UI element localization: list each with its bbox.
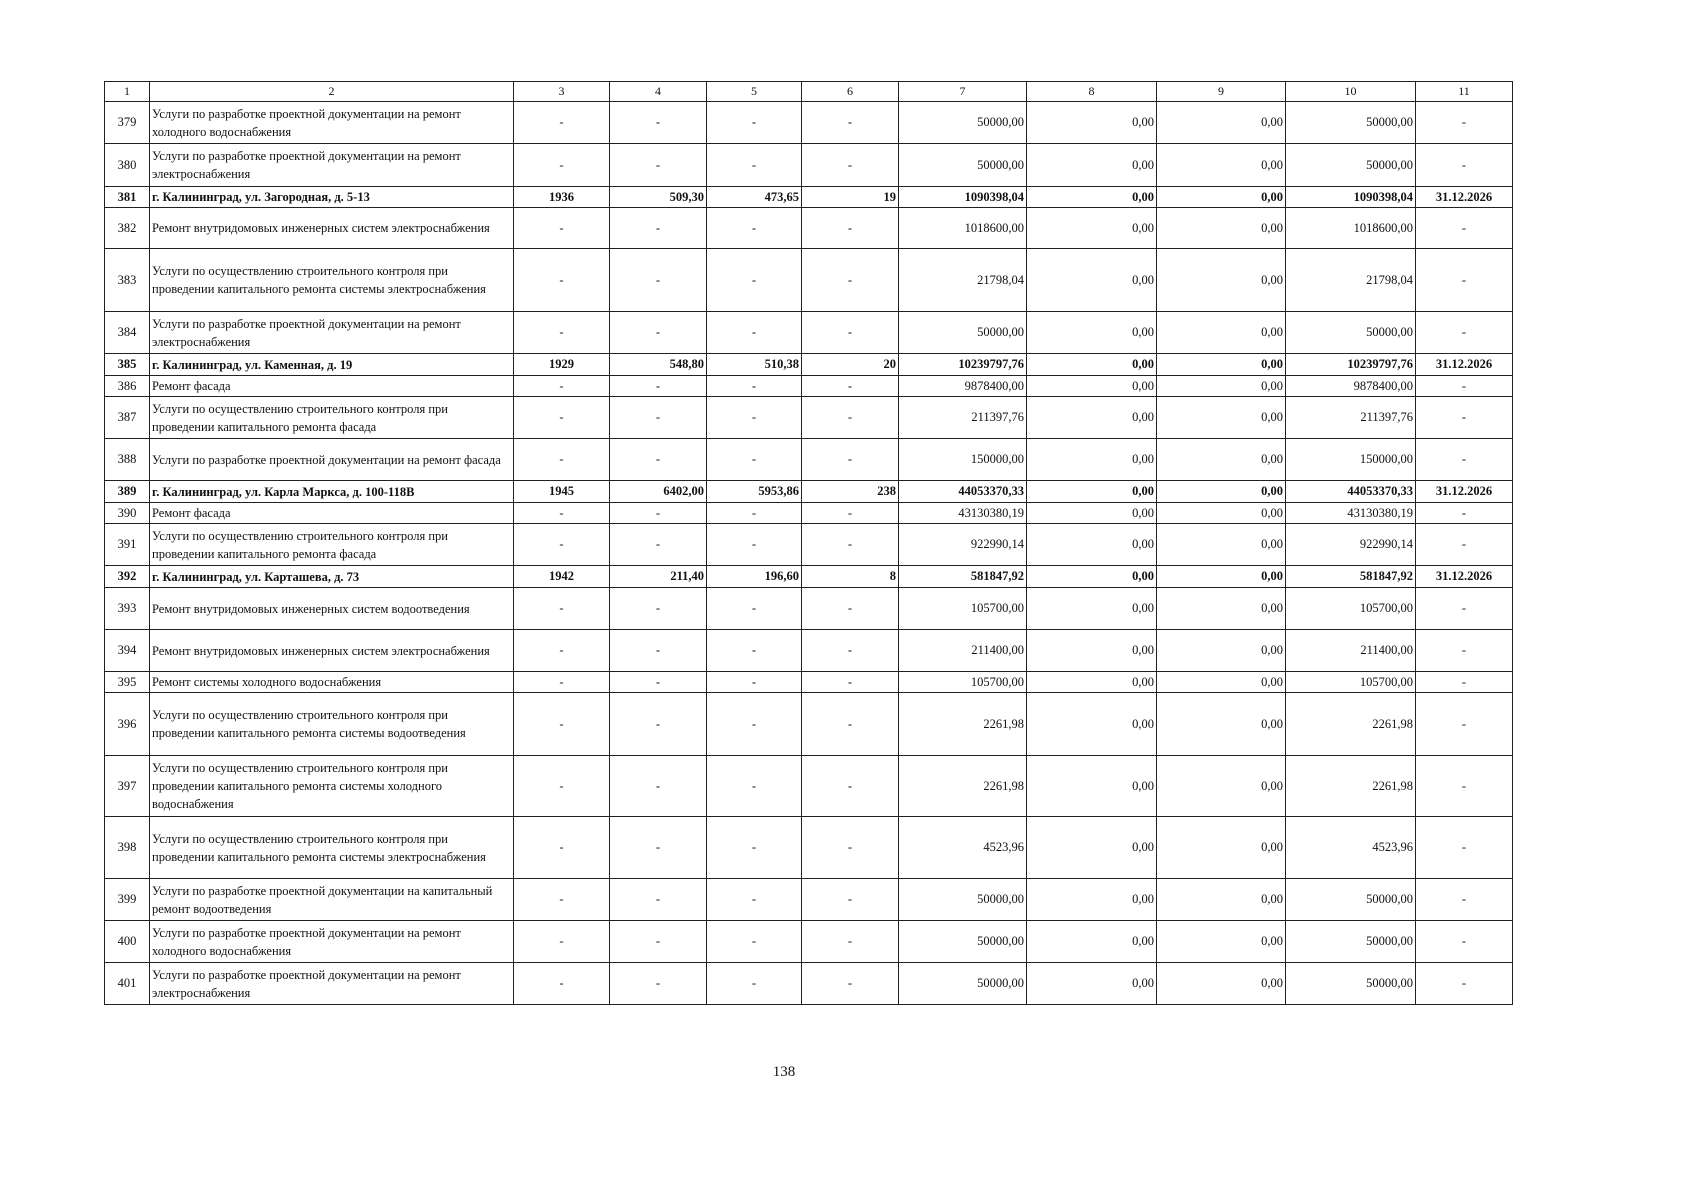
col-3-cell: -: [514, 630, 610, 672]
col-3-cell: -: [514, 921, 610, 963]
col-6-cell: 8: [802, 566, 899, 588]
page-number: 138: [772, 1064, 796, 1080]
col-11-cell: -: [1416, 208, 1513, 249]
col-4-cell: 548,80: [610, 354, 707, 376]
table-row: [105, 102, 1513, 144]
item-name-cell: г. Калининград, ул. Карла Маркса, д. 100-118В: [150, 481, 514, 503]
item-name-cell: Ремонт внутридомовых инженерных систем электроснабжения: [150, 208, 514, 249]
table-row: [105, 439, 1513, 481]
col-7-cell: 211400,00: [899, 630, 1027, 672]
col-3-cell: -: [514, 312, 610, 354]
col-7-cell: 581847,92: [899, 566, 1027, 588]
item-name-cell: Услуги по осуществлению строительного контроля при проведении капитального ремонта системы электроснабжения: [150, 817, 514, 879]
col-10-cell: 1018600,00: [1286, 208, 1416, 249]
col-5-cell: -: [707, 963, 802, 1005]
col-9-cell: 0,00: [1157, 481, 1286, 503]
col-10-cell: 2261,98: [1286, 693, 1416, 756]
item-name-cell: Услуги по осуществлению строительного контроля при проведении капитального ремонта системы водоотведения: [150, 693, 514, 756]
col-3-cell: 1936: [514, 187, 610, 208]
col-3-cell: -: [514, 817, 610, 879]
col-6-cell: -: [802, 249, 899, 312]
col-4-cell: -: [610, 879, 707, 921]
col-7-cell: 50000,00: [899, 963, 1027, 1005]
col-4-cell: -: [610, 503, 707, 524]
table-row: [105, 756, 1513, 817]
col-10-cell: 43130380,19: [1286, 503, 1416, 524]
item-name-cell: Услуги по осуществлению строительного контроля при проведении капитального ремонта системы холодного водоснабжения: [150, 756, 514, 817]
col-3-cell: -: [514, 249, 610, 312]
col-9-cell: 0,00: [1157, 312, 1286, 354]
col-4-cell: -: [610, 756, 707, 817]
table-row: [105, 397, 1513, 439]
col-4-cell: -: [610, 524, 707, 566]
col-4-cell: 509,30: [610, 187, 707, 208]
table-row: [105, 566, 1513, 588]
col-6-cell: -: [802, 144, 899, 187]
col-11-cell: -: [1416, 439, 1513, 481]
col-4-cell: -: [610, 817, 707, 879]
col-10-cell: 2261,98: [1286, 756, 1416, 817]
row-number-cell: 395: [105, 672, 150, 693]
col-10-cell: 21798,04: [1286, 249, 1416, 312]
col-5-cell: 510,38: [707, 354, 802, 376]
item-name-cell: Услуги по осуществлению строительного контроля при проведении капитального ремонта фасада: [150, 524, 514, 566]
col-7-cell: 105700,00: [899, 672, 1027, 693]
col-8-cell: 0,00: [1027, 630, 1157, 672]
item-name-cell: Услуги по разработке проектной документации на ремонт холодного водоснабжения: [150, 921, 514, 963]
col-6-cell: -: [802, 102, 899, 144]
col-6-cell: -: [802, 879, 899, 921]
col-7-cell: 50000,00: [899, 312, 1027, 354]
table-row: [105, 208, 1513, 249]
col-4-cell: 211,40: [610, 566, 707, 588]
col-8-cell: 0,00: [1027, 208, 1157, 249]
column-header: 7: [899, 82, 1027, 102]
repair-program-table: [104, 81, 1513, 1005]
col-6-cell: 238: [802, 481, 899, 503]
col-3-cell: -: [514, 963, 610, 1005]
col-9-cell: 0,00: [1157, 921, 1286, 963]
col-6-cell: -: [802, 312, 899, 354]
col-5-cell: -: [707, 630, 802, 672]
table-row: [105, 693, 1513, 756]
table-row: [105, 921, 1513, 963]
table-row: [105, 817, 1513, 879]
col-10-cell: 50000,00: [1286, 102, 1416, 144]
row-number-cell: 381: [105, 187, 150, 208]
col-5-cell: -: [707, 693, 802, 756]
col-9-cell: 0,00: [1157, 588, 1286, 630]
col-6-cell: -: [802, 397, 899, 439]
col-10-cell: 105700,00: [1286, 672, 1416, 693]
table-row: [105, 503, 1513, 524]
col-9-cell: 0,00: [1157, 756, 1286, 817]
col-8-cell: 0,00: [1027, 102, 1157, 144]
col-8-cell: 0,00: [1027, 312, 1157, 354]
item-name-cell: Услуги по разработке проектной документации на ремонт электроснабжения: [150, 144, 514, 187]
col-3-cell: -: [514, 588, 610, 630]
col-7-cell: 10239797,76: [899, 354, 1027, 376]
col-11-cell: -: [1416, 588, 1513, 630]
col-8-cell: 0,00: [1027, 144, 1157, 187]
col-8-cell: 0,00: [1027, 481, 1157, 503]
col-4-cell: -: [610, 102, 707, 144]
row-number-cell: 392: [105, 566, 150, 588]
item-name-cell: Услуги по осуществлению строительного контроля при проведении капитального ремонта фасада: [150, 397, 514, 439]
col-8-cell: 0,00: [1027, 588, 1157, 630]
col-8-cell: 0,00: [1027, 397, 1157, 439]
item-name-cell: Услуги по разработке проектной документации на ремонт холодного водоснабжения: [150, 102, 514, 144]
row-number-cell: 398: [105, 817, 150, 879]
col-11-cell: -: [1416, 693, 1513, 756]
col-5-cell: -: [707, 672, 802, 693]
table-row: [105, 588, 1513, 630]
col-5-cell: 473,65: [707, 187, 802, 208]
col-10-cell: 211400,00: [1286, 630, 1416, 672]
item-name-cell: Ремонт системы холодного водоснабжения: [150, 672, 514, 693]
col-10-cell: 9878400,00: [1286, 376, 1416, 397]
col-5-cell: -: [707, 144, 802, 187]
col-6-cell: -: [802, 588, 899, 630]
row-number-cell: 399: [105, 879, 150, 921]
col-5-cell: -: [707, 312, 802, 354]
col-3-cell: -: [514, 439, 610, 481]
row-number-cell: 394: [105, 630, 150, 672]
col-4-cell: -: [610, 630, 707, 672]
col-8-cell: 0,00: [1027, 503, 1157, 524]
column-header: 10: [1286, 82, 1416, 102]
table-body: [105, 82, 1513, 1005]
item-name-cell: Ремонт внутридомовых инженерных систем водоотведения: [150, 588, 514, 630]
column-header: 1: [105, 82, 150, 102]
col-10-cell: 211397,76: [1286, 397, 1416, 439]
col-7-cell: 1090398,04: [899, 187, 1027, 208]
col-5-cell: -: [707, 756, 802, 817]
item-name-cell: Услуги по разработке проектной документации на ремонт электроснабжения: [150, 312, 514, 354]
row-number-cell: 393: [105, 588, 150, 630]
col-7-cell: 50000,00: [899, 921, 1027, 963]
row-number-cell: 391: [105, 524, 150, 566]
col-8-cell: 0,00: [1027, 693, 1157, 756]
col-11-cell: -: [1416, 376, 1513, 397]
row-number-cell: 385: [105, 354, 150, 376]
col-8-cell: 0,00: [1027, 187, 1157, 208]
col-10-cell: 50000,00: [1286, 144, 1416, 187]
col-4-cell: -: [610, 672, 707, 693]
row-number-cell: 400: [105, 921, 150, 963]
col-8-cell: 0,00: [1027, 672, 1157, 693]
col-6-cell: -: [802, 630, 899, 672]
col-7-cell: 50000,00: [899, 879, 1027, 921]
column-number-header-row: [105, 82, 1513, 102]
column-header: 4: [610, 82, 707, 102]
col-9-cell: 0,00: [1157, 503, 1286, 524]
row-number-cell: 383: [105, 249, 150, 312]
column-header: 9: [1157, 82, 1286, 102]
col-11-cell: -: [1416, 249, 1513, 312]
col-3-cell: 1945: [514, 481, 610, 503]
col-6-cell: 19: [802, 187, 899, 208]
col-8-cell: 0,00: [1027, 376, 1157, 397]
col-7-cell: 44053370,33: [899, 481, 1027, 503]
col-11-cell: -: [1416, 672, 1513, 693]
table-row: [105, 376, 1513, 397]
column-header: 6: [802, 82, 899, 102]
col-6-cell: -: [802, 921, 899, 963]
col-6-cell: -: [802, 503, 899, 524]
column-header: 11: [1416, 82, 1513, 102]
row-number-cell: 380: [105, 144, 150, 187]
col-5-cell: -: [707, 588, 802, 630]
item-name-cell: г. Калининград, ул. Каменная, д. 19: [150, 354, 514, 376]
col-4-cell: -: [610, 249, 707, 312]
col-5-cell: -: [707, 524, 802, 566]
item-name-cell: Услуги по разработке проектной документации на капитальный ремонт водоотведения: [150, 879, 514, 921]
table-row: [105, 187, 1513, 208]
col-10-cell: 50000,00: [1286, 963, 1416, 1005]
col-10-cell: 50000,00: [1286, 879, 1416, 921]
table-row: [105, 481, 1513, 503]
col-5-cell: -: [707, 439, 802, 481]
col-3-cell: 1929: [514, 354, 610, 376]
col-11-cell: -: [1416, 921, 1513, 963]
col-11-cell: -: [1416, 524, 1513, 566]
col-10-cell: 922990,14: [1286, 524, 1416, 566]
column-header: 2: [150, 82, 514, 102]
col-9-cell: 0,00: [1157, 879, 1286, 921]
col-10-cell: 44053370,33: [1286, 481, 1416, 503]
col-11-cell: 31.12.2026: [1416, 481, 1513, 503]
col-7-cell: 50000,00: [899, 102, 1027, 144]
col-3-cell: 1942: [514, 566, 610, 588]
item-name-cell: Ремонт фасада: [150, 503, 514, 524]
row-number-cell: 388: [105, 439, 150, 481]
col-9-cell: 0,00: [1157, 566, 1286, 588]
col-6-cell: -: [802, 693, 899, 756]
col-11-cell: -: [1416, 503, 1513, 524]
col-5-cell: -: [707, 921, 802, 963]
col-5-cell: -: [707, 249, 802, 312]
table-row: [105, 672, 1513, 693]
col-7-cell: 1018600,00: [899, 208, 1027, 249]
col-3-cell: -: [514, 672, 610, 693]
row-number-cell: 382: [105, 208, 150, 249]
col-4-cell: -: [610, 921, 707, 963]
col-7-cell: 50000,00: [899, 144, 1027, 187]
col-11-cell: 31.12.2026: [1416, 354, 1513, 376]
col-3-cell: -: [514, 503, 610, 524]
col-9-cell: 0,00: [1157, 208, 1286, 249]
table-row: [105, 630, 1513, 672]
col-4-cell: -: [610, 963, 707, 1005]
col-5-cell: 196,60: [707, 566, 802, 588]
table-row: [105, 879, 1513, 921]
col-11-cell: -: [1416, 102, 1513, 144]
col-6-cell: -: [802, 817, 899, 879]
item-name-cell: Услуги по разработке проектной документации на ремонт электроснабжения: [150, 963, 514, 1005]
col-4-cell: -: [610, 376, 707, 397]
row-number-cell: 397: [105, 756, 150, 817]
col-11-cell: -: [1416, 312, 1513, 354]
table-row: [105, 524, 1513, 566]
col-11-cell: -: [1416, 756, 1513, 817]
col-5-cell: -: [707, 376, 802, 397]
col-4-cell: -: [610, 439, 707, 481]
col-4-cell: -: [610, 588, 707, 630]
col-3-cell: -: [514, 102, 610, 144]
row-number-cell: 396: [105, 693, 150, 756]
row-number-cell: 384: [105, 312, 150, 354]
column-header: 5: [707, 82, 802, 102]
item-name-cell: Услуги по разработке проектной документации на ремонт фасада: [150, 439, 514, 481]
item-name-cell: г. Калининград, ул. Карташева, д. 73: [150, 566, 514, 588]
col-6-cell: -: [802, 524, 899, 566]
col-10-cell: 4523,96: [1286, 817, 1416, 879]
col-9-cell: 0,00: [1157, 693, 1286, 756]
col-6-cell: -: [802, 208, 899, 249]
col-10-cell: 150000,00: [1286, 439, 1416, 481]
col-8-cell: 0,00: [1027, 963, 1157, 1005]
col-5-cell: -: [707, 503, 802, 524]
col-10-cell: 581847,92: [1286, 566, 1416, 588]
col-3-cell: -: [514, 144, 610, 187]
col-3-cell: -: [514, 879, 610, 921]
col-4-cell: 6402,00: [610, 481, 707, 503]
col-7-cell: 211397,76: [899, 397, 1027, 439]
col-10-cell: 1090398,04: [1286, 187, 1416, 208]
col-11-cell: 31.12.2026: [1416, 187, 1513, 208]
col-8-cell: 0,00: [1027, 249, 1157, 312]
col-10-cell: 10239797,76: [1286, 354, 1416, 376]
row-number-cell: 401: [105, 963, 150, 1005]
item-name-cell: г. Калининград, ул. Загородная, д. 5-13: [150, 187, 514, 208]
col-3-cell: -: [514, 693, 610, 756]
col-4-cell: -: [610, 144, 707, 187]
item-name-cell: Услуги по осуществлению строительного контроля при проведении капитального ремонта системы электроснабжения: [150, 249, 514, 312]
col-4-cell: -: [610, 312, 707, 354]
col-3-cell: -: [514, 524, 610, 566]
row-number-cell: 387: [105, 397, 150, 439]
col-9-cell: 0,00: [1157, 144, 1286, 187]
col-5-cell: 5953,86: [707, 481, 802, 503]
row-number-cell: 390: [105, 503, 150, 524]
col-8-cell: 0,00: [1027, 354, 1157, 376]
col-8-cell: 0,00: [1027, 524, 1157, 566]
col-4-cell: -: [610, 208, 707, 249]
col-7-cell: 9878400,00: [899, 376, 1027, 397]
col-9-cell: 0,00: [1157, 376, 1286, 397]
col-6-cell: -: [802, 963, 899, 1005]
col-6-cell: -: [802, 439, 899, 481]
table-row: [105, 354, 1513, 376]
col-8-cell: 0,00: [1027, 756, 1157, 817]
col-4-cell: -: [610, 397, 707, 439]
col-9-cell: 0,00: [1157, 524, 1286, 566]
col-10-cell: 50000,00: [1286, 921, 1416, 963]
col-9-cell: 0,00: [1157, 439, 1286, 481]
col-10-cell: 105700,00: [1286, 588, 1416, 630]
table-row: [105, 249, 1513, 312]
col-11-cell: -: [1416, 879, 1513, 921]
col-7-cell: 43130380,19: [899, 503, 1027, 524]
col-9-cell: 0,00: [1157, 354, 1286, 376]
row-number-cell: 389: [105, 481, 150, 503]
table-row: [105, 963, 1513, 1005]
col-3-cell: -: [514, 208, 610, 249]
col-11-cell: -: [1416, 397, 1513, 439]
col-5-cell: -: [707, 817, 802, 879]
col-8-cell: 0,00: [1027, 817, 1157, 879]
column-header: 3: [514, 82, 610, 102]
col-9-cell: 0,00: [1157, 817, 1286, 879]
col-7-cell: 150000,00: [899, 439, 1027, 481]
col-11-cell: -: [1416, 630, 1513, 672]
col-9-cell: 0,00: [1157, 187, 1286, 208]
col-7-cell: 2261,98: [899, 693, 1027, 756]
table-row: [105, 312, 1513, 354]
col-7-cell: 4523,96: [899, 817, 1027, 879]
col-6-cell: -: [802, 376, 899, 397]
col-5-cell: -: [707, 397, 802, 439]
col-9-cell: 0,00: [1157, 102, 1286, 144]
col-10-cell: 50000,00: [1286, 312, 1416, 354]
col-11-cell: 31.12.2026: [1416, 566, 1513, 588]
col-6-cell: -: [802, 756, 899, 817]
col-9-cell: 0,00: [1157, 249, 1286, 312]
col-6-cell: 20: [802, 354, 899, 376]
item-name-cell: Ремонт внутридомовых инженерных систем электроснабжения: [150, 630, 514, 672]
col-11-cell: -: [1416, 144, 1513, 187]
col-6-cell: -: [802, 672, 899, 693]
item-name-cell: Ремонт фасада: [150, 376, 514, 397]
col-7-cell: 105700,00: [899, 588, 1027, 630]
col-8-cell: 0,00: [1027, 566, 1157, 588]
col-5-cell: -: [707, 879, 802, 921]
col-7-cell: 21798,04: [899, 249, 1027, 312]
col-8-cell: 0,00: [1027, 879, 1157, 921]
col-11-cell: -: [1416, 817, 1513, 879]
row-number-cell: 379: [105, 102, 150, 144]
col-4-cell: -: [610, 693, 707, 756]
col-11-cell: -: [1416, 963, 1513, 1005]
col-3-cell: -: [514, 756, 610, 817]
col-9-cell: 0,00: [1157, 397, 1286, 439]
col-3-cell: -: [514, 397, 610, 439]
col-8-cell: 0,00: [1027, 921, 1157, 963]
col-9-cell: 0,00: [1157, 630, 1286, 672]
col-3-cell: -: [514, 376, 610, 397]
col-9-cell: 0,00: [1157, 672, 1286, 693]
col-5-cell: -: [707, 208, 802, 249]
table-row: [105, 144, 1513, 187]
row-number-cell: 386: [105, 376, 150, 397]
column-header: 8: [1027, 82, 1157, 102]
col-8-cell: 0,00: [1027, 439, 1157, 481]
col-7-cell: 2261,98: [899, 756, 1027, 817]
col-5-cell: -: [707, 102, 802, 144]
col-7-cell: 922990,14: [899, 524, 1027, 566]
col-9-cell: 0,00: [1157, 963, 1286, 1005]
